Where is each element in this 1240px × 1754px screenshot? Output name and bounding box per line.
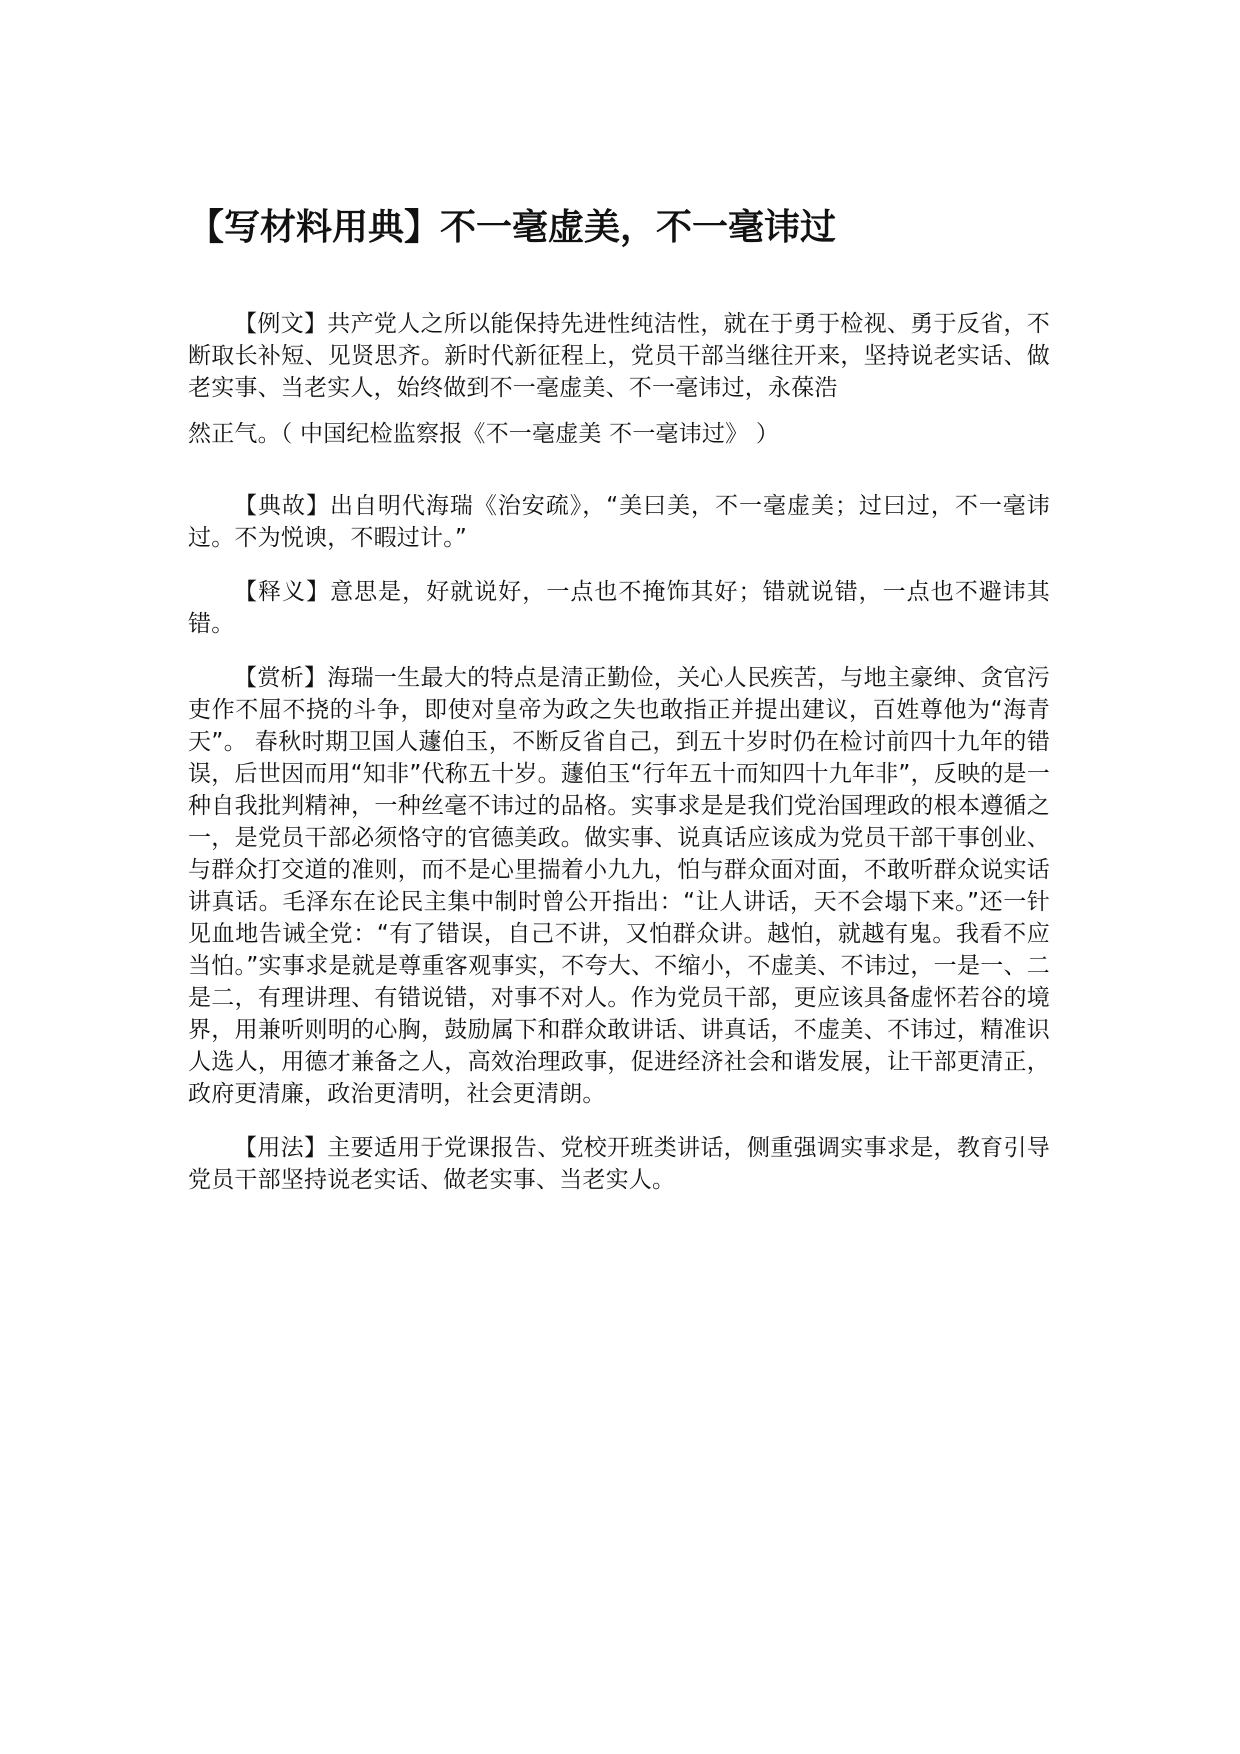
- allusion-tag: 【典故】: [234, 493, 330, 519]
- example-paragraph: [188, 308, 1050, 450]
- meaning-paragraph: [188, 576, 1050, 640]
- usage-text: 主要适用于党课报告、党校开班类讲话，侧重强调实事求是，教育引导党员干部坚持说老实话、做老实事、当老实人。: [188, 1135, 1050, 1193]
- document-body: [188, 308, 1050, 1196]
- example-tag: 【例文】: [234, 311, 328, 337]
- analysis-paragraph: [188, 662, 1050, 1110]
- meaning-tag: 【释义】: [234, 579, 331, 605]
- analysis-text: 海瑞一生最大的特点是清正勤俭，关心人民疾苦，与地主豪绅、贪官污吏作不屈不挠的斗争，即使对皇帝为政之失也敢指正并提出建议，百姓尊他为“海青天”。 春秋时期卫国人蘧伯玉，不断反省自己，到五十岁时仍在检讨前四十九年的错误，后世因而用“知非”代称五十岁。蘧伯玉“行年五十而知四十九年非”，反映的是一种自我批判精神，一种丝毫不讳过的品格。实事求是是我们党治国理政的根本遵循之一，是党员干部必须恪守的官德美政。做实事、说真话应该成为党员干部干事创业、与群众打交道的准则，而不是心里揣着小九九，怕与群众面对面，不敢听群众说实话讲真话。毛泽东在论民主集中制时曾公开指出：“让人讲话，天不会塌下来。”还一针见血地告诫全党：“有了错误，自己不讲，又怕群众讲。越怕，就越有鬼。我看不应当怕。”实事求是就是尊重客观事实，不夸大、不缩小，不虚美、不讳过，一是一、二是二，有理讲理、有错说错，对事不对人。作为党员干部，更应该具备虚怀若谷的境界，用兼听则明的心胸，鼓励属下和群众敢讲话、讲真话，不虚美、不讳过，精准识人选人，用德才兼备之人，高效治理政事，促进经济社会和谐发展，让干部更清正，政府更清廉，政治更清明，社会更清朗。: [188, 665, 1050, 1107]
- document-title: 【写材料用典】不一毫虚美，不一毫讳过: [188, 207, 837, 248]
- usage-tag: 【用法】: [234, 1135, 328, 1161]
- meaning-text: 意思是，好就说好，一点也不掩饰其好；错就说错，一点也不避讳其错。: [188, 579, 1051, 637]
- example-text-end: 然正气。（ 中国纪检监察报《不一毫虚美 不一毫讳过》 ）: [188, 421, 780, 447]
- allusion-text: 出自明代海瑞《治安疏》，“美曰美，不一毫虚美；过曰过，不一毫讳过。不为悦谀，不暇过计。”: [188, 493, 1050, 551]
- allusion-paragraph: [188, 490, 1050, 554]
- example-text: 共产党人之所以能保持先进性纯洁性，就在于勇于检视、勇于反省，不断取长补短、见贤思齐。新时代新征程上，党员干部当继往开来，坚持说老实话、做老实事、当老实人，始终做到不一毫虚美、不一毫讳过，永葆浩: [188, 311, 1050, 401]
- usage-paragraph: [188, 1132, 1050, 1196]
- analysis-tag: 【赏析】: [234, 665, 328, 691]
